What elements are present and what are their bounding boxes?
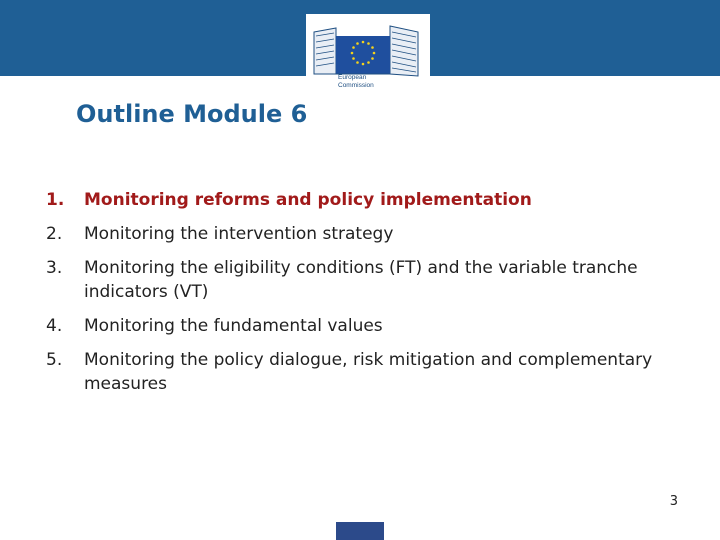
logo-line-1: European [338,74,367,81]
outline-item-1 [46,188,686,212]
item-text: Monitoring the policy dialogue, risk mitigation and complementary measures [84,350,653,394]
outline-item-5 [46,348,686,396]
outline-item-2 [46,222,686,246]
european-commission-logo [306,14,430,100]
item-text: Monitoring the fundamental values [84,316,383,336]
outline-list [46,188,686,406]
item-text: Monitoring the intervention strategy [84,224,394,244]
item-number: 4. [46,316,63,336]
item-number: 3. [46,258,63,278]
item-text: Monitoring the eligibility conditions (FT) and the variable tranche indicators (VT) [84,258,638,302]
page-number: 3 [669,494,678,509]
page-title: Outline Module 6 [76,100,308,128]
footer-bar [336,522,384,540]
logo-text [338,74,374,90]
item-number: 5. [46,350,63,370]
outline-item-4 [46,314,686,338]
item-number: 1. [46,190,65,210]
outline-item-3 [46,256,686,304]
item-number: 2. [46,224,63,244]
logo-line-2: Commission [338,82,374,89]
item-text: Monitoring reforms and policy implementation [84,190,532,210]
